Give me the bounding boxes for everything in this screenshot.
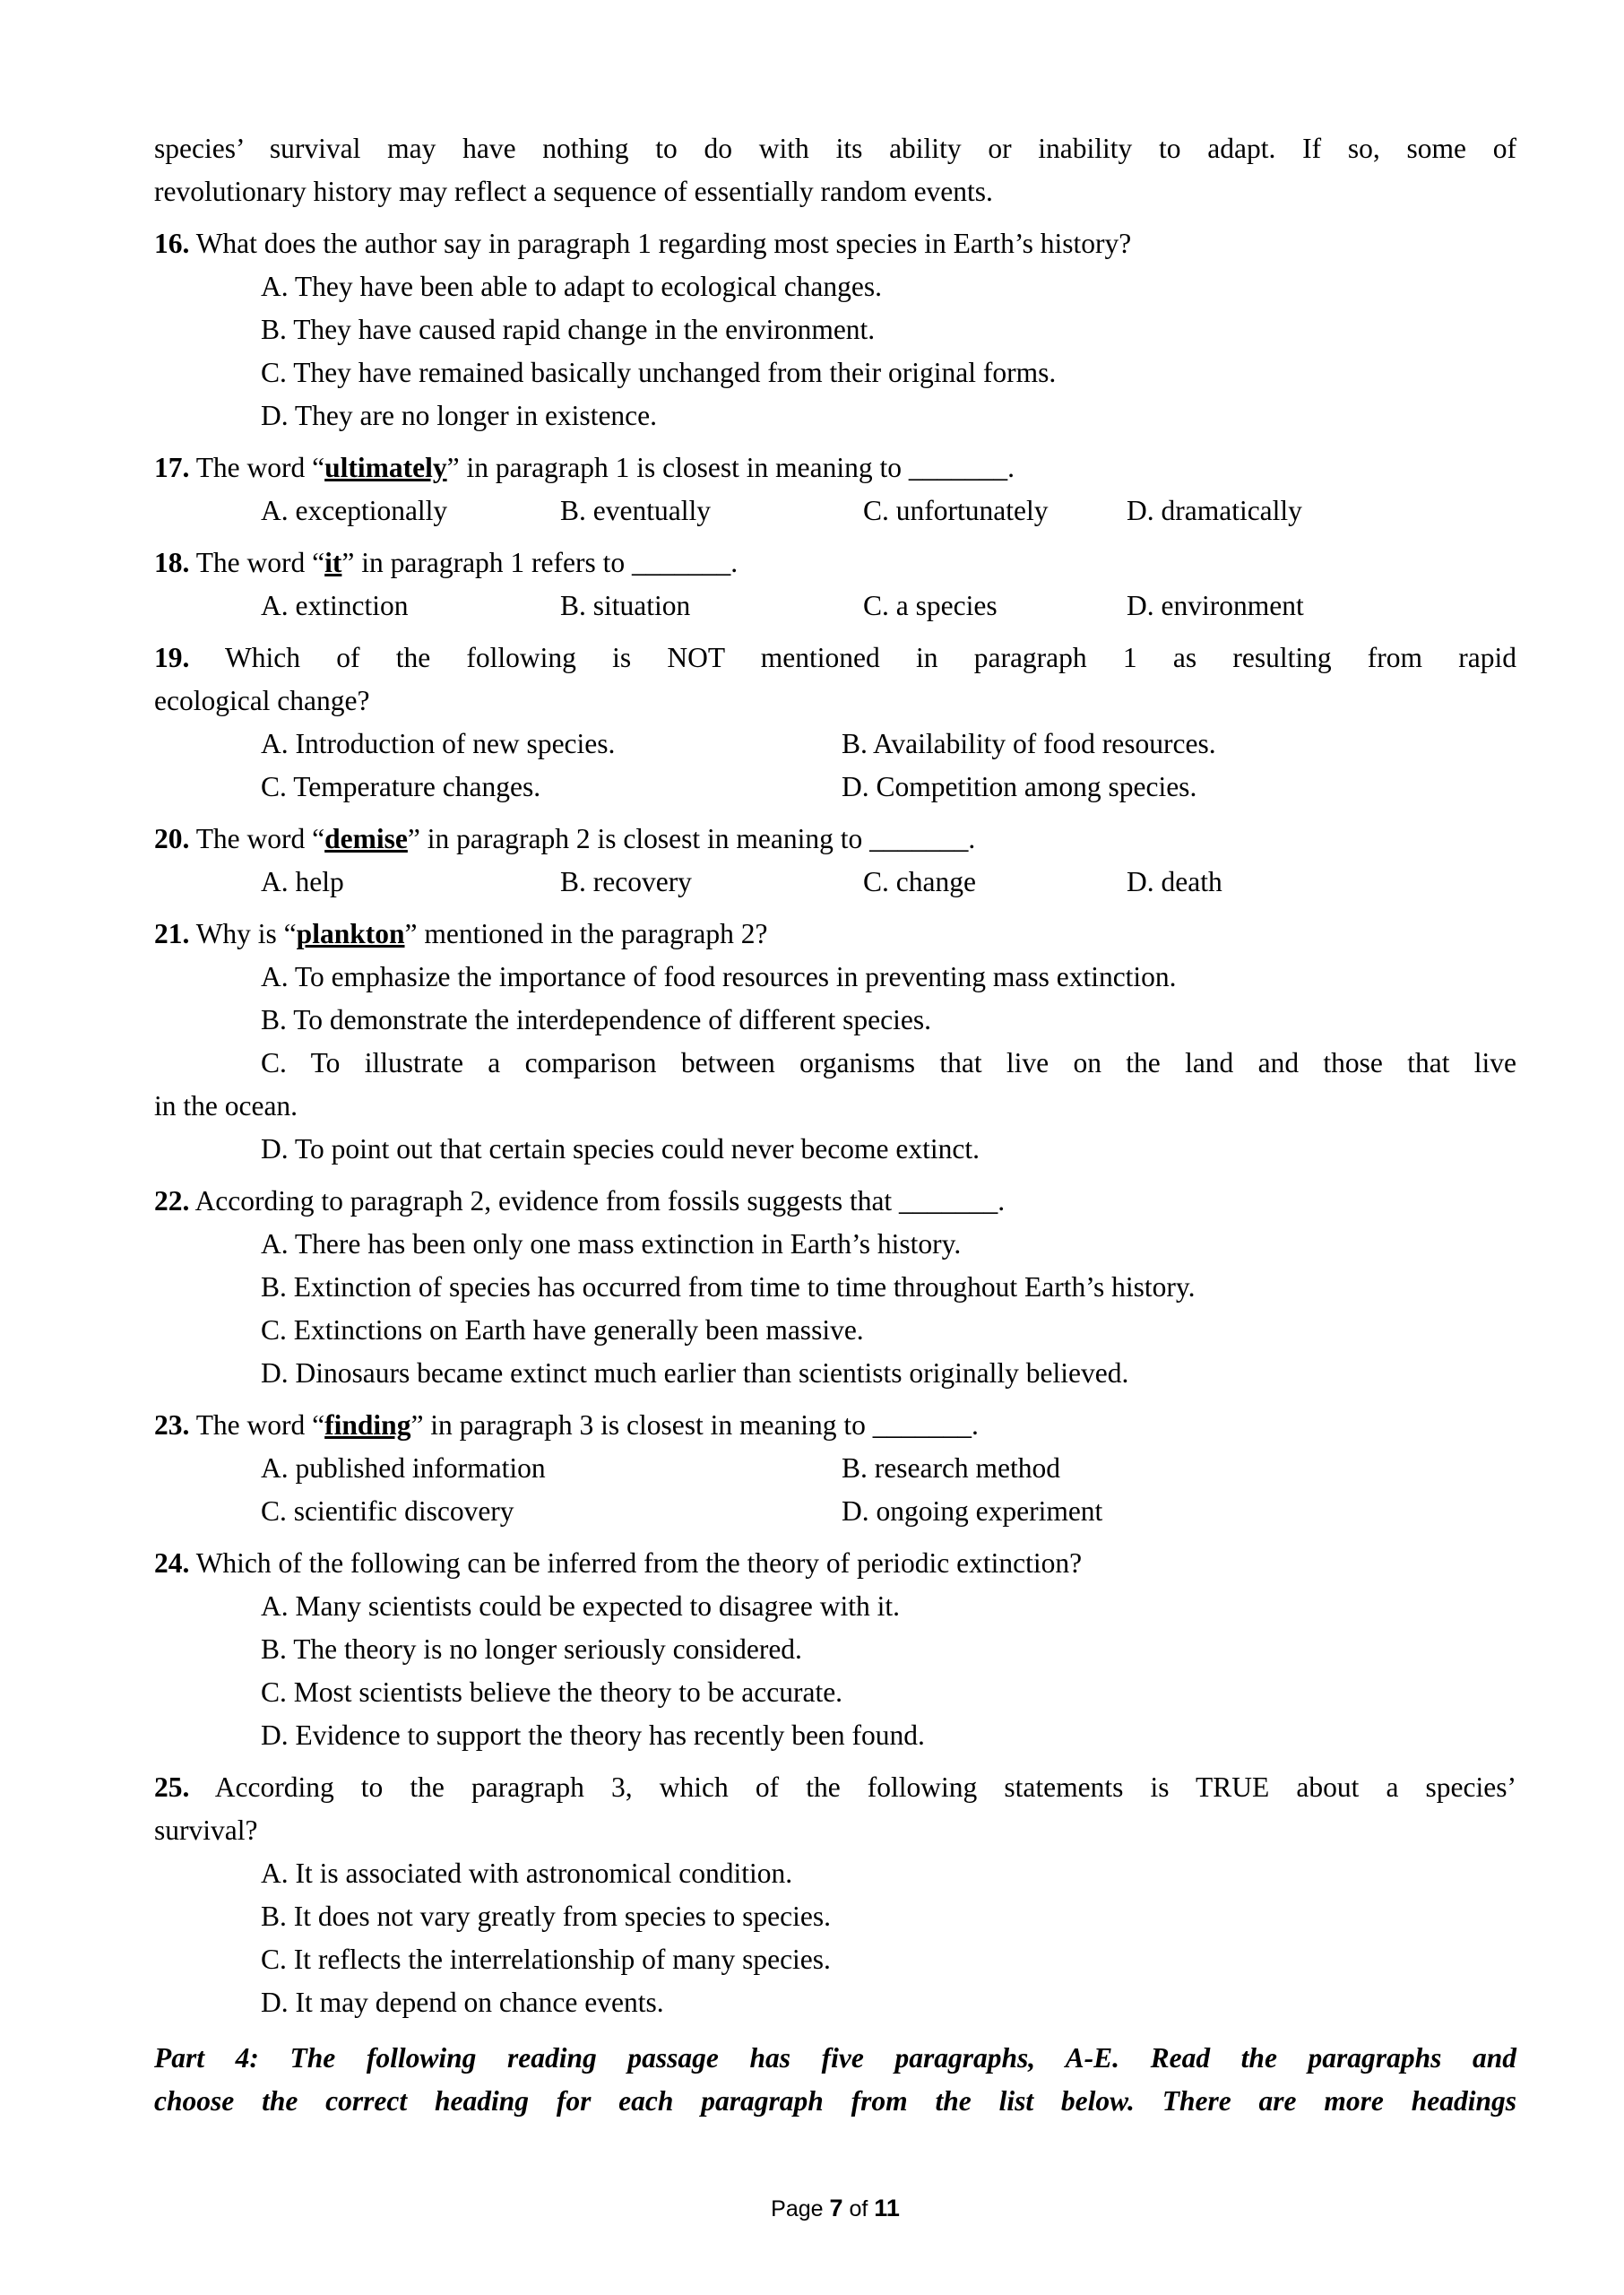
option-a: A. published information [261, 1452, 546, 1484]
question-stem-line-1 [154, 637, 1516, 680]
options-row [154, 1490, 1516, 1533]
question-21 [154, 913, 1516, 1171]
intro-line-1: species’ survival may have nothing to do with its ability or inability to adapt. If so, some of [154, 133, 1516, 164]
options-row [154, 766, 1516, 809]
option-b: B. situation [560, 590, 691, 621]
option-c: C. They have remained basically unchanged from their original forms. [261, 357, 1057, 388]
option-d: D. To point out that certain species could never become extinct. [261, 1133, 980, 1165]
keyword-underlined: it [324, 547, 342, 578]
question-stem [154, 541, 1516, 585]
stem-text: According to paragraph 2, evidence from fossils suggests that _______. [194, 1185, 1006, 1217]
question-stem-line-2: ecological change? [154, 685, 370, 716]
stem-suffix: ” in paragraph 1 is closest in meaning to _______. [446, 452, 1015, 483]
stem-suffix: ” in paragraph 1 refers to _______. [341, 547, 739, 578]
option-b: B. eventually [560, 495, 711, 526]
part4-line-2: choose the correct heading for each paragraph from the list below. There are more headings [154, 2085, 1516, 2117]
option-a: A. help [261, 866, 344, 897]
option-d: D. dramatically [1127, 495, 1302, 526]
option-c: C. change [863, 866, 976, 897]
option-b: B. research method [842, 1452, 1061, 1484]
question-number: 25. [154, 1771, 190, 1803]
options-row [154, 585, 1516, 628]
question-number: 24. [154, 1547, 190, 1579]
options-row [154, 723, 1516, 766]
page-total: 11 [874, 2195, 900, 2221]
option-d: D. They are no longer in existence. [261, 400, 658, 431]
question-number: 20. [154, 823, 190, 854]
stem-prefix: The word “ [195, 452, 325, 483]
stem-text: Which of the following can be inferred from the theory of periodic extinction? [195, 1547, 1083, 1579]
options-row [154, 861, 1516, 904]
stem-prefix: The word “ [195, 547, 325, 578]
intro-line-2: revolutionary history may reflect a sequence of essentially random events. [154, 176, 993, 207]
option-b: B. Extinction of species has occurred from time to time throughout Earth’s history. [261, 1271, 1196, 1303]
option-a: A. extinction [261, 590, 409, 621]
question-number: 22. [154, 1185, 190, 1217]
option-a: A. It is associated with astronomical condition. [261, 1858, 793, 1889]
option-a: A. Many scientists could be expected to disagree with it. [261, 1590, 900, 1622]
option-b: B. Availability of food resources. [842, 728, 1216, 759]
option-a: A. They have been able to adapt to ecological changes. [261, 271, 883, 302]
option-b: B. It does not vary greatly from species to species. [261, 1901, 831, 1932]
question-18 [154, 541, 1516, 628]
page-number: 7 [829, 2195, 843, 2221]
option-c: C. Most scientists believe the theory to be accurate. [261, 1676, 843, 1708]
option-d: D. ongoing experiment [842, 1495, 1103, 1527]
question-16 [154, 222, 1516, 437]
option-a: A. To emphasize the importance of food resources in preventing mass extinction. [261, 961, 1177, 992]
option-c: C. Extinctions on Earth have generally been massive. [261, 1314, 864, 1346]
question-stem [154, 1404, 1516, 1447]
option-a: A. Introduction of new species. [261, 728, 616, 759]
option-c: C. unfortunately [863, 495, 1049, 526]
page-content [154, 127, 1516, 2123]
stem-prefix: Why is “ [195, 918, 297, 949]
question-stem-line-1 [154, 1766, 1516, 1809]
option-a: A. exceptionally [261, 495, 448, 526]
stem-suffix: ” in paragraph 3 is closest in meaning to _______. [410, 1409, 979, 1441]
question-number: 19. [154, 642, 190, 673]
question-number: 17. [154, 452, 190, 483]
option-c: C. scientific discovery [261, 1495, 514, 1527]
of-word: of [849, 2196, 868, 2221]
option-d: D. environment [1127, 590, 1304, 621]
stem-suffix: ” mentioned in the paragraph 2? [404, 918, 768, 949]
keyword-underlined: plankton [296, 918, 405, 949]
option-c-line-2: in the ocean. [154, 1090, 298, 1122]
keyword-underlined: finding [324, 1409, 411, 1441]
question-20 [154, 818, 1516, 904]
option-b: B. To demonstrate the interdependence of different species. [261, 1004, 931, 1035]
keyword-underlined: ultimately [324, 452, 447, 483]
option-b: B. recovery [560, 866, 692, 897]
option-c-line-1: C. To illustrate a comparison between organisms that live on the land and those that live [261, 1047, 1516, 1078]
question-25 [154, 1766, 1516, 2024]
option-c: C. It reflects the interrelationship of many species. [261, 1944, 831, 1975]
stem-text: Which of the following is NOT mentioned in paragraph 1 as resulting from rapid [225, 642, 1516, 673]
option-d: D. death [1127, 866, 1222, 897]
option-d: D. Dinosaurs became extinct much earlier than scientists originally believed. [261, 1357, 1129, 1389]
question-stem [154, 446, 1516, 489]
question-stem [154, 818, 1516, 861]
option-d: D. It may depend on chance events. [261, 1987, 664, 2018]
page-footer [154, 2195, 1516, 2222]
stem-text: What does the author say in paragraph 1 regarding most species in Earth’s history? [195, 228, 1132, 259]
option-a: A. There has been only one mass extinction in Earth’s history. [261, 1228, 962, 1260]
option-d: D. Evidence to support the theory has recently been found. [261, 1719, 925, 1751]
part4-line-1: Part 4: The following reading passage has five paragraphs, A-E. Read the paragraphs and [154, 2042, 1516, 2074]
question-stem [154, 1180, 1516, 1223]
keyword-underlined: demise [324, 823, 408, 854]
part4-instructions [154, 2037, 1516, 2123]
option-c: C. Temperature changes. [261, 771, 541, 802]
question-stem [154, 1542, 1516, 1585]
question-19 [154, 637, 1516, 809]
question-number: 18. [154, 547, 190, 578]
question-number: 21. [154, 918, 190, 949]
option-c: C. a species [863, 590, 998, 621]
question-number: 16. [154, 228, 190, 259]
question-number: 23. [154, 1409, 190, 1441]
question-23 [154, 1404, 1516, 1533]
stem-text: According to the paragraph 3, which of the following statements is TRUE about a species’ [214, 1771, 1517, 1803]
option-b: B. They have caused rapid change in the environment. [261, 314, 876, 345]
options-row [154, 1447, 1516, 1490]
stem-prefix: The word “ [195, 823, 325, 854]
option-d: D. Competition among species. [842, 771, 1197, 802]
question-stem-line-2: survival? [154, 1814, 258, 1846]
question-stem [154, 913, 1516, 956]
option-b: B. The theory is no longer seriously considered. [261, 1633, 802, 1665]
options-row [154, 489, 1516, 533]
question-24 [154, 1542, 1516, 1757]
question-stem [154, 222, 1516, 265]
stem-prefix: The word “ [195, 1409, 325, 1441]
stem-suffix: ” in paragraph 2 is closest in meaning to _______. [407, 823, 976, 854]
page-word: Page [771, 2196, 824, 2221]
question-22 [154, 1180, 1516, 1395]
question-17 [154, 446, 1516, 533]
